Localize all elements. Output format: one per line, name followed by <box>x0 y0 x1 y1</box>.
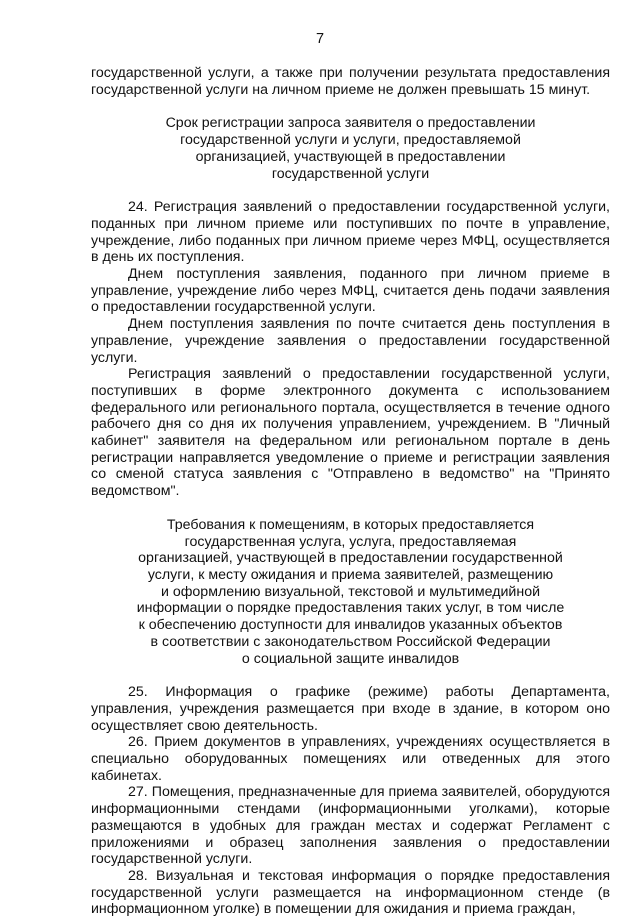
paragraph-continuation: государственной услуги, а также при получении результата предоставления государственной услуги на личном приеме не должен превышать 15 минут. <box>91 65 610 98</box>
paragraph-28: 28. Визуальная и текстовая информация о порядке предоставления государственной услуги размещается на информационном стенде (в информационном уголке) в помещении для ожидания и приема граждан, <box>91 867 610 918</box>
paragraph-24-mail: Днем поступления заявления по почте считается день поступления в управление, учреждение заявления о предоставлении государственной услуги. <box>91 316 610 366</box>
paragraph-24-personal: Днем поступления заявления, поданного при личном приеме в управление, учреждение либо через МФЦ, считается день подачи заявления о предоставлении государственной услуги. <box>91 266 610 316</box>
paragraph-26: 26. Прием документов в управлениях, учреждениях осуществляется в специально оборудованных помещениях или отведенных для этого кабинетах. <box>91 734 610 784</box>
paragraph-24: 24. Регистрация заявлений о предоставлении государственной услуги, поданных при личном приеме или поступивших по почте в управление, учреждение, либо поданных при личном приеме через МФЦ, осуществляется в день их поступления. <box>91 199 610 266</box>
document-body <box>91 65 610 918</box>
paragraph-24-electronic: Регистрация заявлений о предоставлении государственной услуги, поступивших в форме электронного документа с использованием федерального или регионального портала, осуществляется в течение одного рабочего дня со дня их получения управлением, учреждением. В "Личный кабинет" заявителя на федеральном или региональном портале в день регистрации направляется уведомление о приеме и регистрации заявления со сменой статуса заявления с "Отправлено в ведомство" на "Принято ведомством". <box>91 366 610 500</box>
paragraph-27: 27. Помещения, предназначенные для приема заявителей, оборудуются информационными стендами (информационными уголками), которые размещаются в удобных для граждан местах и содержат Регламент с приложениями и образец заполнения заявления о предоставлении государственной услуги. <box>91 784 610 868</box>
section-heading-premises: Требования к помещениям, в которых предоставляется государственная услуга, услуга, предоставляемая организацией, участвующей в предоставлении государственной услуги, к месту ожидания и приема заявителей, размещению и оформлению визуальной, текстовой и мультимедийной информации о порядке предоставления таких услуг, в том числе к обеспечению доступности для инвалидов указанных объектов в соответствии с законодательством Российской Федерации о социальной защите инвалидов <box>136 516 565 667</box>
section-heading-registration: Срок регистрации запроса заявителя о предоставлении государственной услуги и услуги, предоставляемой организацией, участвующей в предоставлении государственной услуги <box>165 115 536 182</box>
paragraph-25: 25. Информация о графике (режиме) работы Департамента, управления, учреждения размещается при входе в здание, в котором оно осуществляет свою деятельность. <box>91 684 610 734</box>
page-number: 7 <box>315 31 325 47</box>
